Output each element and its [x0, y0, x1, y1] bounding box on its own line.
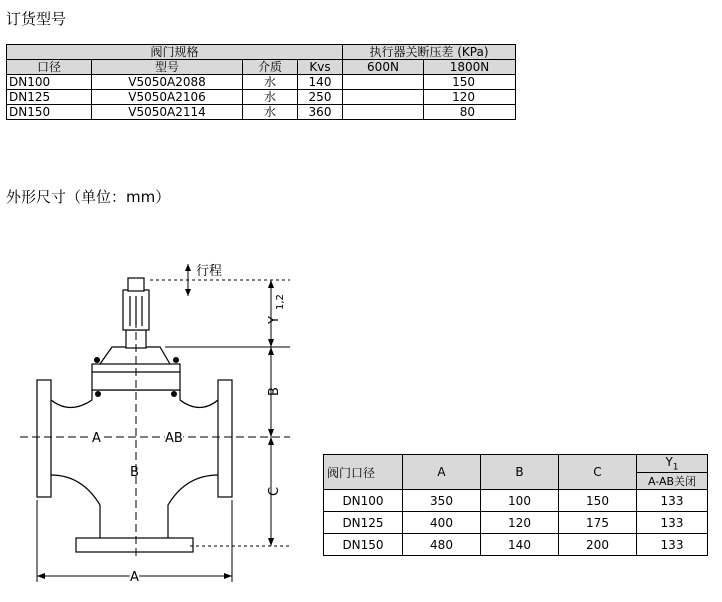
cell-a: 350 — [403, 490, 481, 512]
actuator-pressure-header: 执行器关断压差 (KPa) — [343, 45, 516, 60]
dimension-lines — [37, 264, 290, 582]
column-600n: 600N — [343, 60, 424, 75]
cell-model: V5050A2106 — [92, 90, 243, 105]
cell-c: 200 — [559, 534, 637, 556]
y-dimension-sub: 1,2 — [275, 294, 286, 310]
column-size: 口径 — [7, 60, 92, 75]
dimension-arrowheads — [37, 264, 274, 579]
cell-b: 100 — [481, 490, 559, 512]
header-y-sub: 1 — [672, 462, 679, 473]
cell-c: 150 — [559, 490, 637, 512]
column-model: 型号 — [92, 60, 243, 75]
cell-1800n: 80 — [424, 105, 516, 120]
table-row — [324, 512, 708, 534]
dimension-table-header-top — [324, 455, 708, 473]
table-row — [7, 75, 516, 90]
cell-y: 133 — [637, 512, 708, 534]
cell-model: V5050A2088 — [92, 75, 243, 90]
cell-size: DN100 — [7, 75, 92, 90]
c-dimension-label: C — [267, 486, 282, 496]
cell-medium: 水 — [243, 75, 298, 90]
cell-medium: 水 — [243, 90, 298, 105]
table-row — [324, 534, 708, 556]
table-row — [324, 490, 708, 512]
order-table-group-row — [7, 45, 516, 60]
cell-b: 120 — [481, 512, 559, 534]
cell-a: 480 — [403, 534, 481, 556]
dimension-table — [323, 454, 708, 556]
order-table — [6, 44, 516, 120]
cell-1800n: 150 — [424, 75, 516, 90]
order-section-title: 订货型号 — [6, 10, 67, 28]
cell-model: V5050A2114 — [92, 105, 243, 120]
bottom-a-dimension-label: A — [130, 570, 139, 585]
cell-size: DN125 — [324, 512, 403, 534]
table-row — [7, 90, 516, 105]
table-row — [7, 105, 516, 120]
b-dimension-label: B — [267, 387, 282, 396]
port-b-label: B — [130, 465, 139, 480]
cell-1800n: 120 — [424, 90, 516, 105]
header-y-note: A-AB关闭 — [637, 473, 708, 490]
cell-y: 133 — [637, 490, 708, 512]
order-table-column-row — [7, 60, 516, 75]
cell-size: DN125 — [7, 90, 92, 105]
valve-spec-header: 阀门规格 — [7, 45, 343, 60]
column-1800n: 1800N — [424, 60, 516, 75]
cell-size: DN150 — [7, 105, 92, 120]
stroke-label: 行程 — [196, 264, 223, 279]
header-y — [637, 455, 708, 473]
header-a: A — [403, 455, 481, 490]
port-ab-label: AB — [165, 431, 183, 446]
column-kvs: Kvs — [298, 60, 343, 75]
centerlines — [20, 320, 290, 560]
header-b: B — [481, 455, 559, 490]
column-medium: 介质 — [243, 60, 298, 75]
cell-kvs: 140 — [298, 75, 343, 90]
header-c: C — [559, 455, 637, 490]
header-y-label: Y — [665, 455, 673, 469]
valve-body-outline — [37, 278, 232, 552]
valve-dimension-drawing — [0, 250, 320, 600]
cell-y: 133 — [637, 534, 708, 556]
port-a-label: A — [92, 431, 101, 446]
cell-600n — [343, 90, 424, 105]
cell-size: DN150 — [324, 534, 403, 556]
cell-a: 400 — [403, 512, 481, 534]
header-size: 阀门口径 — [324, 455, 403, 490]
cell-size: DN100 — [324, 490, 403, 512]
cell-600n — [343, 75, 424, 90]
cell-medium: 水 — [243, 105, 298, 120]
cell-kvs: 250 — [298, 90, 343, 105]
y-dimension-label: Y — [267, 316, 282, 324]
cell-c: 175 — [559, 512, 637, 534]
cell-600n — [343, 105, 424, 120]
cell-b: 140 — [481, 534, 559, 556]
dimension-section-title: 外形尺寸（单位：mm） — [6, 188, 171, 206]
cell-kvs: 360 — [298, 105, 343, 120]
